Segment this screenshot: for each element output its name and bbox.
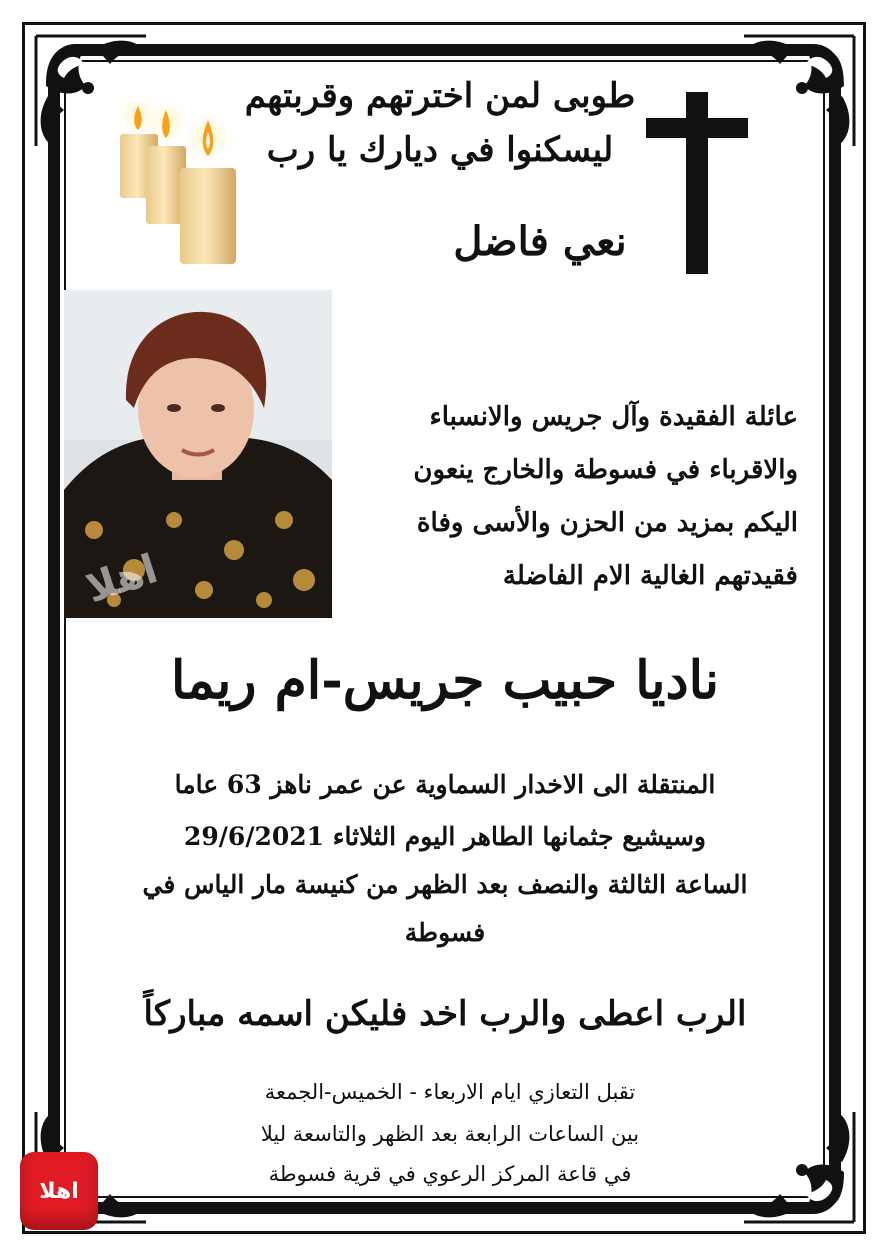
announcement-line-3: اليكم بمزيد من الحزن والأسى وفاة: [416, 508, 798, 538]
site-logo[interactable]: [20, 1152, 98, 1230]
announcement-line-4: فقيدتهم الغالية الام الفاضلة: [502, 561, 798, 591]
condolences-line-3: في قاعة المركز الرعوي في قرية فسوطة: [268, 1162, 632, 1186]
condolences-line-1: تقبل التعازي ايام الاربعاء - الخميس-الجمعة: [264, 1080, 636, 1104]
details-line-1: المنتقلة الى الاخدار السماوية عن عمر ناهز 63 عاما: [174, 770, 716, 799]
ornament-corner-icon: [734, 1102, 864, 1232]
watermark-text: اهلا: [80, 546, 164, 612]
condolences-line-2: بين الساعات الرابعة بعد الظهر والتاسعة ليلا: [260, 1122, 640, 1146]
ornament-corner-icon: [734, 26, 864, 156]
announcement-line-1: عائلة الفقيدة وآل جريس والانسباء: [429, 402, 798, 432]
details-line-2: وسيشيع جثمانها الطاهر اليوم الثلاثاء 29/6/2021: [184, 822, 706, 851]
cross-icon: [646, 92, 748, 274]
logo-text: اهلا: [39, 1178, 79, 1204]
verse-line-1: طوبى لمن اخترتهم وقربتهم: [244, 76, 636, 116]
blessing-text: الرب اعطى والرب اخد فليكن اسمه مباركاً: [143, 994, 747, 1034]
details-line-3: الساعة الثالثة والنصف بعد الظهر من كنيسة مار الياس في: [142, 870, 748, 899]
deceased-name: ناديا حبيب جريس-ام ريما: [170, 650, 719, 711]
details-line-4: فسوطة: [404, 918, 486, 947]
announcement-line-2: والاقرباء في فسوطة والخارج ينعون: [413, 455, 798, 485]
page-title: نعي فاضل: [453, 218, 627, 265]
verse-line-2: ليسكنوا في ديارك يا رب: [266, 130, 614, 170]
candles-icon: [112, 92, 252, 272]
